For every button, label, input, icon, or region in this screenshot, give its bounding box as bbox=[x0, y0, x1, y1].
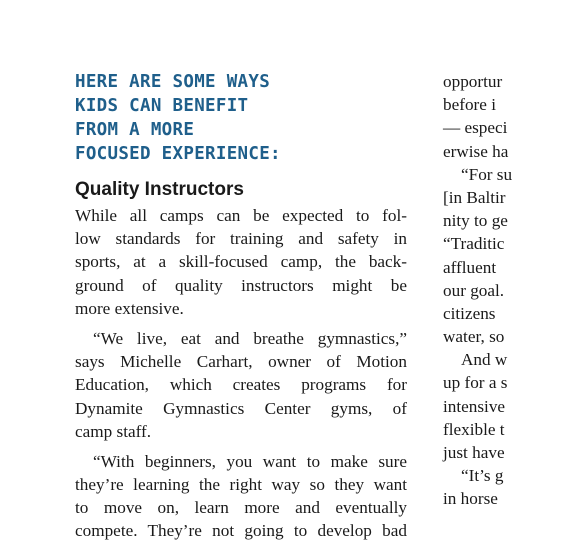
body-paragraph bbox=[75, 450, 407, 543]
text-line: Dynamite Gymnastics Center gyms, of bbox=[75, 398, 407, 418]
text-line: camp staff. bbox=[75, 421, 152, 441]
text-line: affluent bbox=[443, 257, 497, 277]
text-line: flexible t bbox=[443, 419, 505, 439]
text-line: “We live, eat and breathe gymnastics,” bbox=[93, 328, 407, 348]
text-line: they’re learning the right way so they want bbox=[75, 475, 407, 495]
text-line: “It’s g bbox=[461, 466, 504, 486]
left-column bbox=[75, 70, 407, 543]
callout-line: HERE ARE SOME WAYS bbox=[75, 72, 271, 92]
text-line: citizens bbox=[443, 303, 496, 323]
text-line: — especi bbox=[443, 118, 508, 138]
callout-line: KIDS CAN BENEFIT bbox=[75, 96, 249, 116]
text-line: our goal. bbox=[443, 280, 505, 300]
callout-heading bbox=[75, 70, 407, 166]
text-line: While all camps can be expected to fol- bbox=[75, 206, 407, 225]
section-heading: Quality Instructors bbox=[75, 179, 244, 200]
text-line: “With beginners, you want to make sure bbox=[93, 451, 407, 471]
text-line: to move on, learn more and eventually bbox=[75, 498, 407, 518]
text-line: more extensive. bbox=[75, 298, 184, 318]
text-line: ground of quality instructors might be bbox=[75, 275, 407, 295]
text-line: up for a s bbox=[443, 373, 508, 393]
text-line: sports, at a skill-focused camp, the back- bbox=[75, 252, 407, 272]
body-paragraph bbox=[75, 204, 407, 320]
callout-line: FOCUSED EXPERIENCE: bbox=[75, 144, 281, 164]
text-line: before i bbox=[443, 95, 496, 115]
body-paragraph-cropped bbox=[443, 70, 563, 511]
callout-line: FROM A MORE bbox=[75, 120, 195, 140]
text-line: [in Baltir bbox=[443, 187, 506, 207]
text-line: low standards for training and safety in bbox=[75, 229, 407, 249]
text-line: nity to ge bbox=[443, 211, 508, 231]
text-line: compete. They’re not going to develop bad bbox=[75, 521, 407, 541]
text-line: Education, which creates programs for bbox=[75, 375, 407, 395]
text-line: “Traditic bbox=[443, 234, 505, 254]
text-line: intensive bbox=[443, 396, 506, 416]
text-line: opportur bbox=[443, 72, 503, 91]
text-line: “For su bbox=[461, 164, 513, 184]
text-line: says Michelle Carhart, owner of Motion bbox=[75, 352, 407, 372]
right-column bbox=[443, 70, 563, 511]
text-line: water, so bbox=[443, 327, 505, 347]
body-paragraph bbox=[75, 327, 407, 443]
text-line: And w bbox=[461, 350, 508, 370]
text-line: just have bbox=[443, 443, 505, 462]
text-line: in horse bbox=[443, 489, 498, 509]
text-line: erwise ha bbox=[443, 141, 509, 161]
